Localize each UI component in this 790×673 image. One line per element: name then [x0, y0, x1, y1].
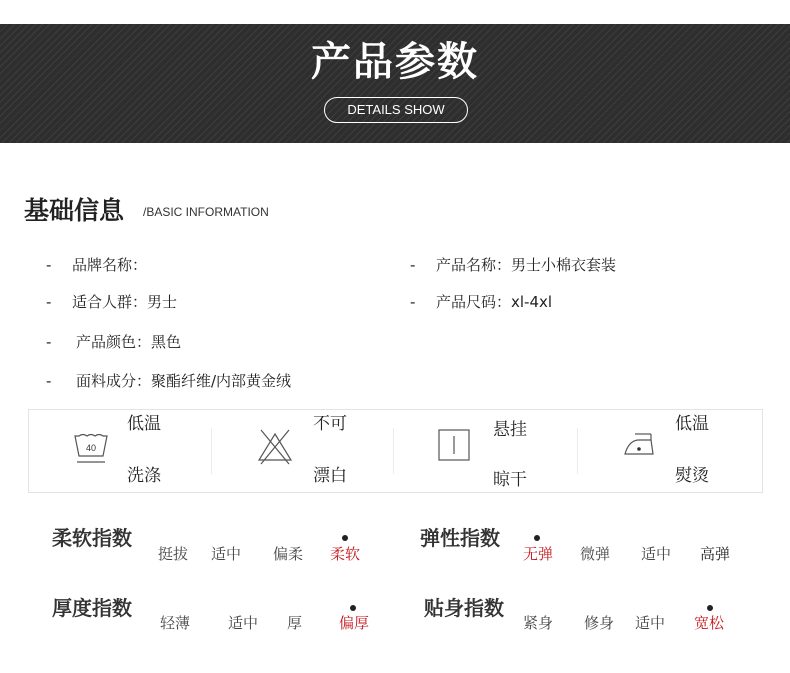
fit-option-selected: 宽松 [694, 614, 725, 632]
softness-indicator-dot [342, 535, 348, 541]
divider [211, 428, 212, 474]
info-audience: - 适合人群：男士 [46, 293, 178, 311]
info-size: - 产品尺码：xl-4xl [410, 293, 553, 311]
care-wash-line1: 低温 [127, 414, 161, 434]
divider [393, 428, 394, 474]
section-title: 基础信息 [24, 196, 125, 225]
care-dry-line2: 晾干 [493, 470, 527, 490]
thickness-index-title: 厚度指数 [52, 596, 132, 620]
elasticity-indicator-dot [534, 535, 540, 541]
elasticity-option-selected: 无弹 [523, 545, 554, 563]
info-color: - 产品颜色：黑色 [46, 333, 182, 351]
info-product-name: - 产品名称：男士小棉衣套装 [410, 256, 617, 274]
softness-option-selected: 柔软 [330, 545, 361, 563]
thickness-indicator-dot [350, 605, 356, 611]
info-brand: - 品牌名称： [46, 256, 148, 274]
section-subtitle: /BASIC INFORMATION [143, 205, 269, 219]
hang-dry-icon [437, 428, 471, 462]
wash-40-icon [73, 430, 109, 466]
page-title: 产品参数 [311, 39, 479, 85]
page-subtitle-badge: DETAILS SHOW [324, 97, 468, 123]
no-bleach-icon [255, 426, 295, 466]
thickness-option-selected: 偏厚 [339, 614, 370, 632]
elasticity-option: 微弹 [580, 545, 611, 563]
elasticity-option: 高弹 [700, 545, 731, 563]
care-bleach-line2: 漂白 [313, 466, 347, 486]
elasticity-index-title: 弹性指数 [420, 526, 500, 550]
fit-option: 修身 [584, 614, 615, 632]
thickness-option: 厚 [287, 614, 303, 632]
softness-option: 偏柔 [273, 545, 304, 563]
care-dry-line1: 悬挂 [493, 420, 527, 440]
iron-low-icon [621, 430, 657, 460]
care-iron-line1: 低温 [675, 414, 709, 434]
softness-index-title: 柔软指数 [52, 526, 132, 550]
fit-indicator-dot [707, 605, 713, 611]
thickness-option: 适中 [228, 614, 259, 632]
softness-option: 挺拔 [158, 545, 189, 563]
svg-text:40: 40 [85, 443, 97, 453]
fit-index-title: 贴身指数 [424, 596, 504, 620]
softness-option: 适中 [211, 545, 242, 563]
thickness-option: 轻薄 [160, 614, 191, 632]
info-material: - 面料成分：聚酯纤维/内部黄金绒 [46, 372, 292, 390]
care-iron-line2: 熨烫 [675, 466, 709, 486]
elasticity-option: 适中 [641, 545, 672, 563]
fit-option: 紧身 [523, 614, 554, 632]
fit-option: 适中 [635, 614, 666, 632]
care-wash-line2: 洗涤 [127, 466, 161, 486]
care-instructions [28, 409, 763, 493]
divider [577, 428, 578, 474]
care-bleach-line1: 不可 [313, 414, 347, 434]
